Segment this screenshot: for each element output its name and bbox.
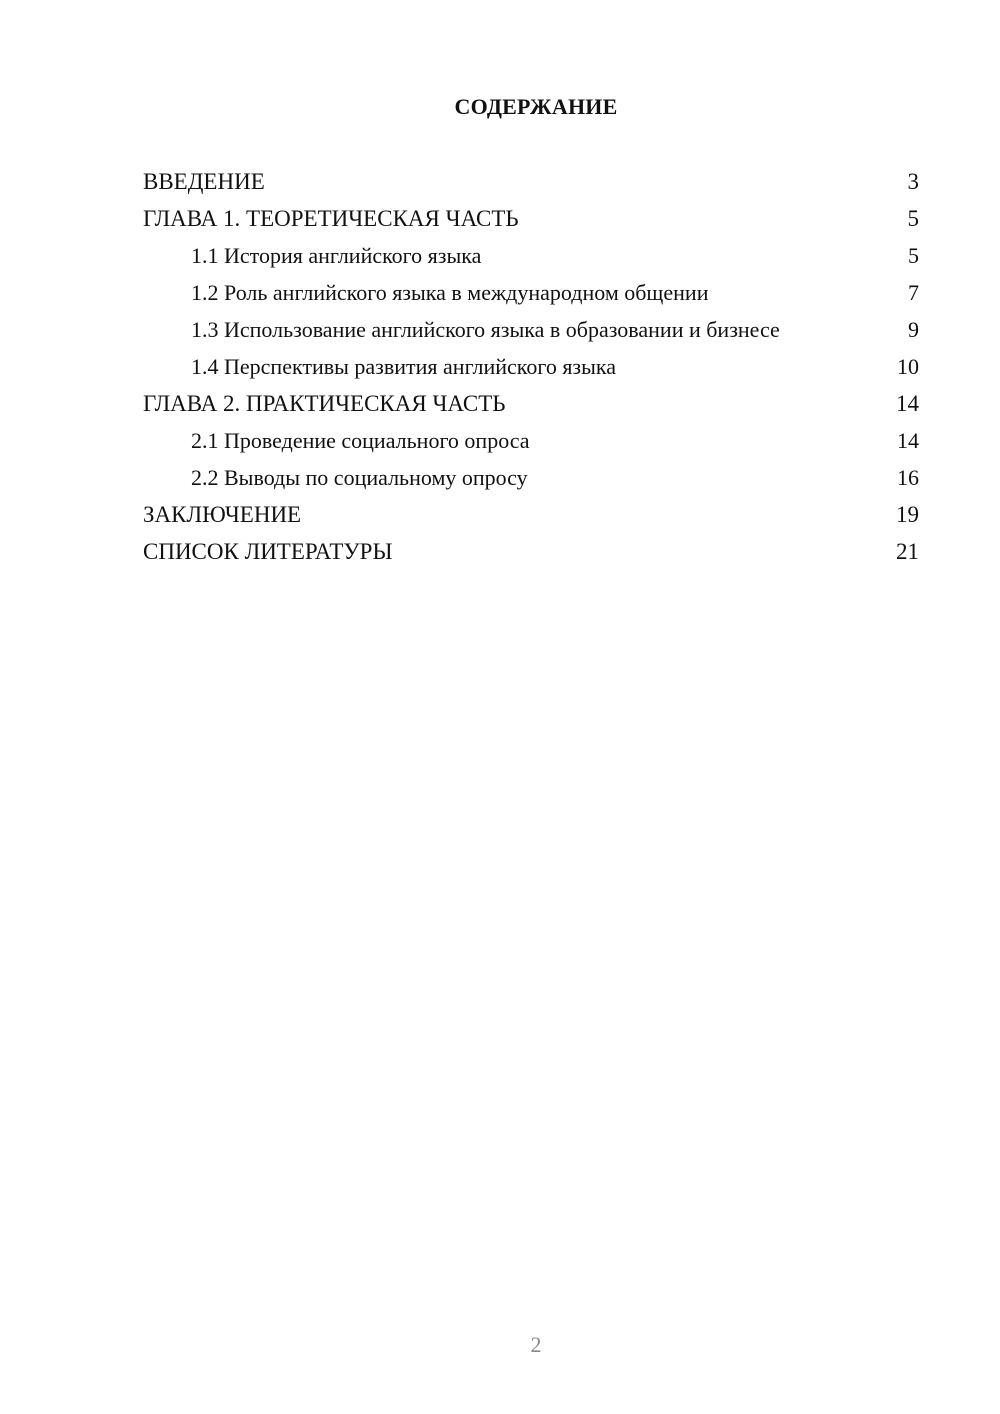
toc-entry-section-2-1: [143, 427, 919, 454]
toc-entry-label: 1.2 Роль английского языка в международном общении: [191, 280, 709, 305]
toc-entry-section-1-3: [143, 316, 919, 343]
toc-entry-section-1-4: [143, 353, 919, 380]
toc-entry-page: 3: [907, 169, 919, 194]
toc-entry-label: ЗАКЛЮЧЕНИЕ: [143, 502, 302, 527]
table-of-contents: [143, 168, 919, 575]
toc-entry-page: 9: [908, 317, 919, 342]
toc-entry-label: 2.1 Проведение социального опроса: [191, 428, 530, 453]
toc-entry-label: 1.3 Использование английского языка в образовании и бизнесе: [191, 317, 780, 342]
toc-entry-page: 5: [908, 243, 919, 268]
toc-entry-label: ВВЕДЕНИЕ: [143, 169, 265, 194]
toc-entry-introduction: [143, 168, 919, 195]
toc-entry-page: 21: [896, 539, 919, 564]
toc-entry-label: 2.2 Выводы по социальному опросу: [191, 465, 528, 490]
toc-entry-page: 19: [896, 502, 919, 527]
toc-entry-label: 1.1 История английского языка: [191, 243, 482, 268]
toc-entry-section-2-2: [143, 464, 919, 491]
toc-entry-page: 7: [908, 280, 919, 305]
page-title: СОДЕРЖАНИЕ: [454, 94, 618, 119]
toc-entry-label: СПИСОК ЛИТЕРАТУРЫ: [143, 539, 393, 564]
toc-entry-page: 5: [907, 206, 919, 231]
toc-entry-page: 14: [897, 428, 919, 453]
toc-entry-page: 14: [896, 391, 919, 416]
toc-entry-chapter-1: [143, 205, 919, 232]
page-number: 2: [530, 1332, 542, 1357]
toc-entry-label: 1.4 Перспективы развития английского языка: [191, 354, 617, 379]
toc-entry-conclusion: [143, 501, 919, 528]
toc-entry-chapter-2: [143, 390, 919, 417]
toc-entry-label: ГЛАВА 1. ТЕОРЕТИЧЕСКАЯ ЧАСТЬ: [143, 206, 519, 231]
toc-entry-label: ГЛАВА 2. ПРАКТИЧЕСКАЯ ЧАСТЬ: [143, 391, 506, 416]
toc-entry-section-1-2: [143, 279, 919, 306]
toc-entry-references: [143, 538, 919, 565]
toc-entry-page: 16: [897, 465, 919, 490]
toc-entry-page: 10: [897, 354, 919, 379]
toc-entry-section-1-1: [143, 242, 919, 269]
